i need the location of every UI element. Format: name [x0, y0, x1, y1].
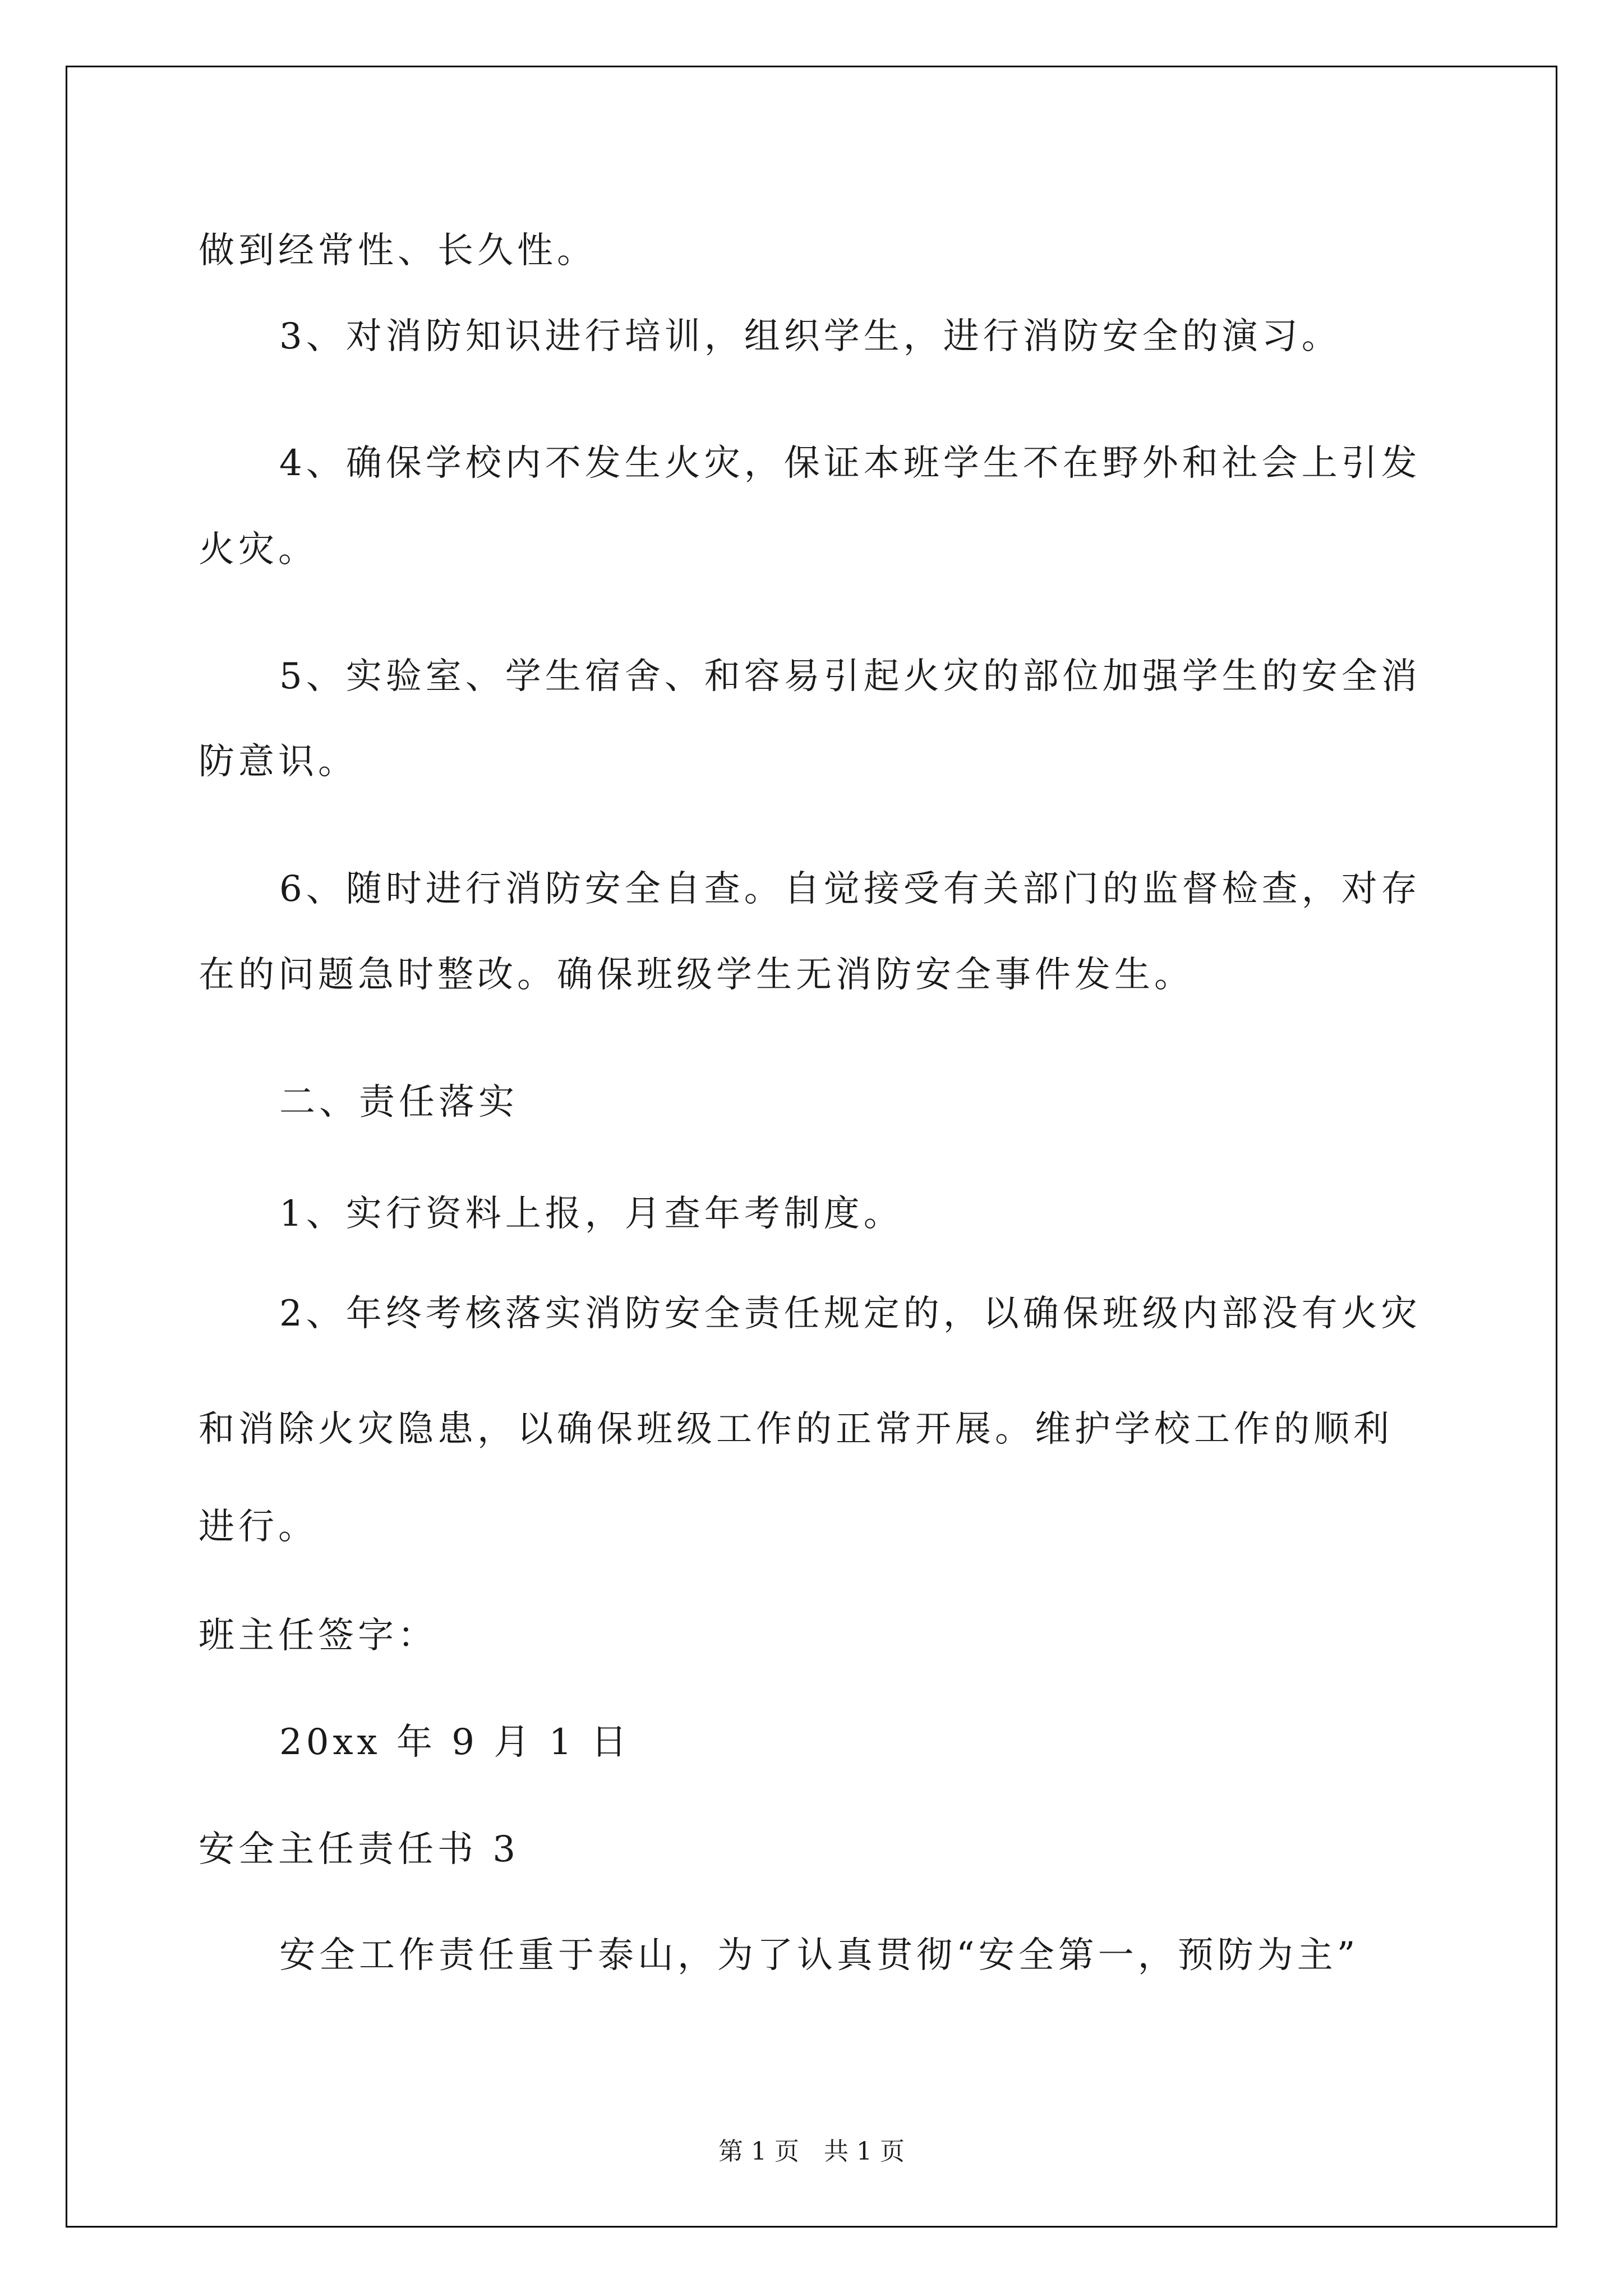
text-line: 火灾。 — [199, 529, 318, 570]
text-line: 5、实验室、学生宿舍、和容易引起火灾的部位加强学生的安全消 — [279, 656, 1421, 697]
text-line: 和消除火灾隐患，以确保班级工作的正常开展。维护学校工作的顺利 — [199, 1409, 1393, 1450]
document-title: 安全主任责任书 3 — [199, 1829, 520, 1870]
text-line: 做到经常性、长久性。 — [199, 230, 597, 272]
text-line: 4、确保学校内不发生火灾，保证本班学生不在野外和社会上引发 — [279, 443, 1421, 484]
text-line: 防意识。 — [199, 741, 358, 783]
text-line: 在的问题急时整改。确保班级学生无消防安全事件发生。 — [199, 954, 1194, 996]
text-line: 2、年终考核落实消防安全责任规定的，以确保班级内部没有火灾 — [279, 1293, 1421, 1335]
text-line: 进行。 — [199, 1506, 318, 1548]
text-line: 3、对消防知识进行培训，组织学生，进行消防安全的演习。 — [279, 316, 1341, 357]
section-heading: 二、责任落实 — [279, 1082, 518, 1123]
text-line: 安全工作责任重于泰山，为了认真贯彻“安全第一，预防为主” — [279, 1935, 1359, 1976]
text-line: 1、实行资料上报，月查年考制度。 — [279, 1193, 903, 1235]
date-line: 20xx 年 9 月 1 日 — [279, 1722, 631, 1763]
page-footer: 第 1 页 共 1 页 — [718, 2137, 905, 2166]
signature-label: 班主任签字： — [199, 1615, 437, 1657]
text-line: 6、随时进行消防安全自查。自觉接受有关部门的监督检查，对存 — [279, 868, 1421, 910]
page-frame — [66, 66, 1557, 2228]
